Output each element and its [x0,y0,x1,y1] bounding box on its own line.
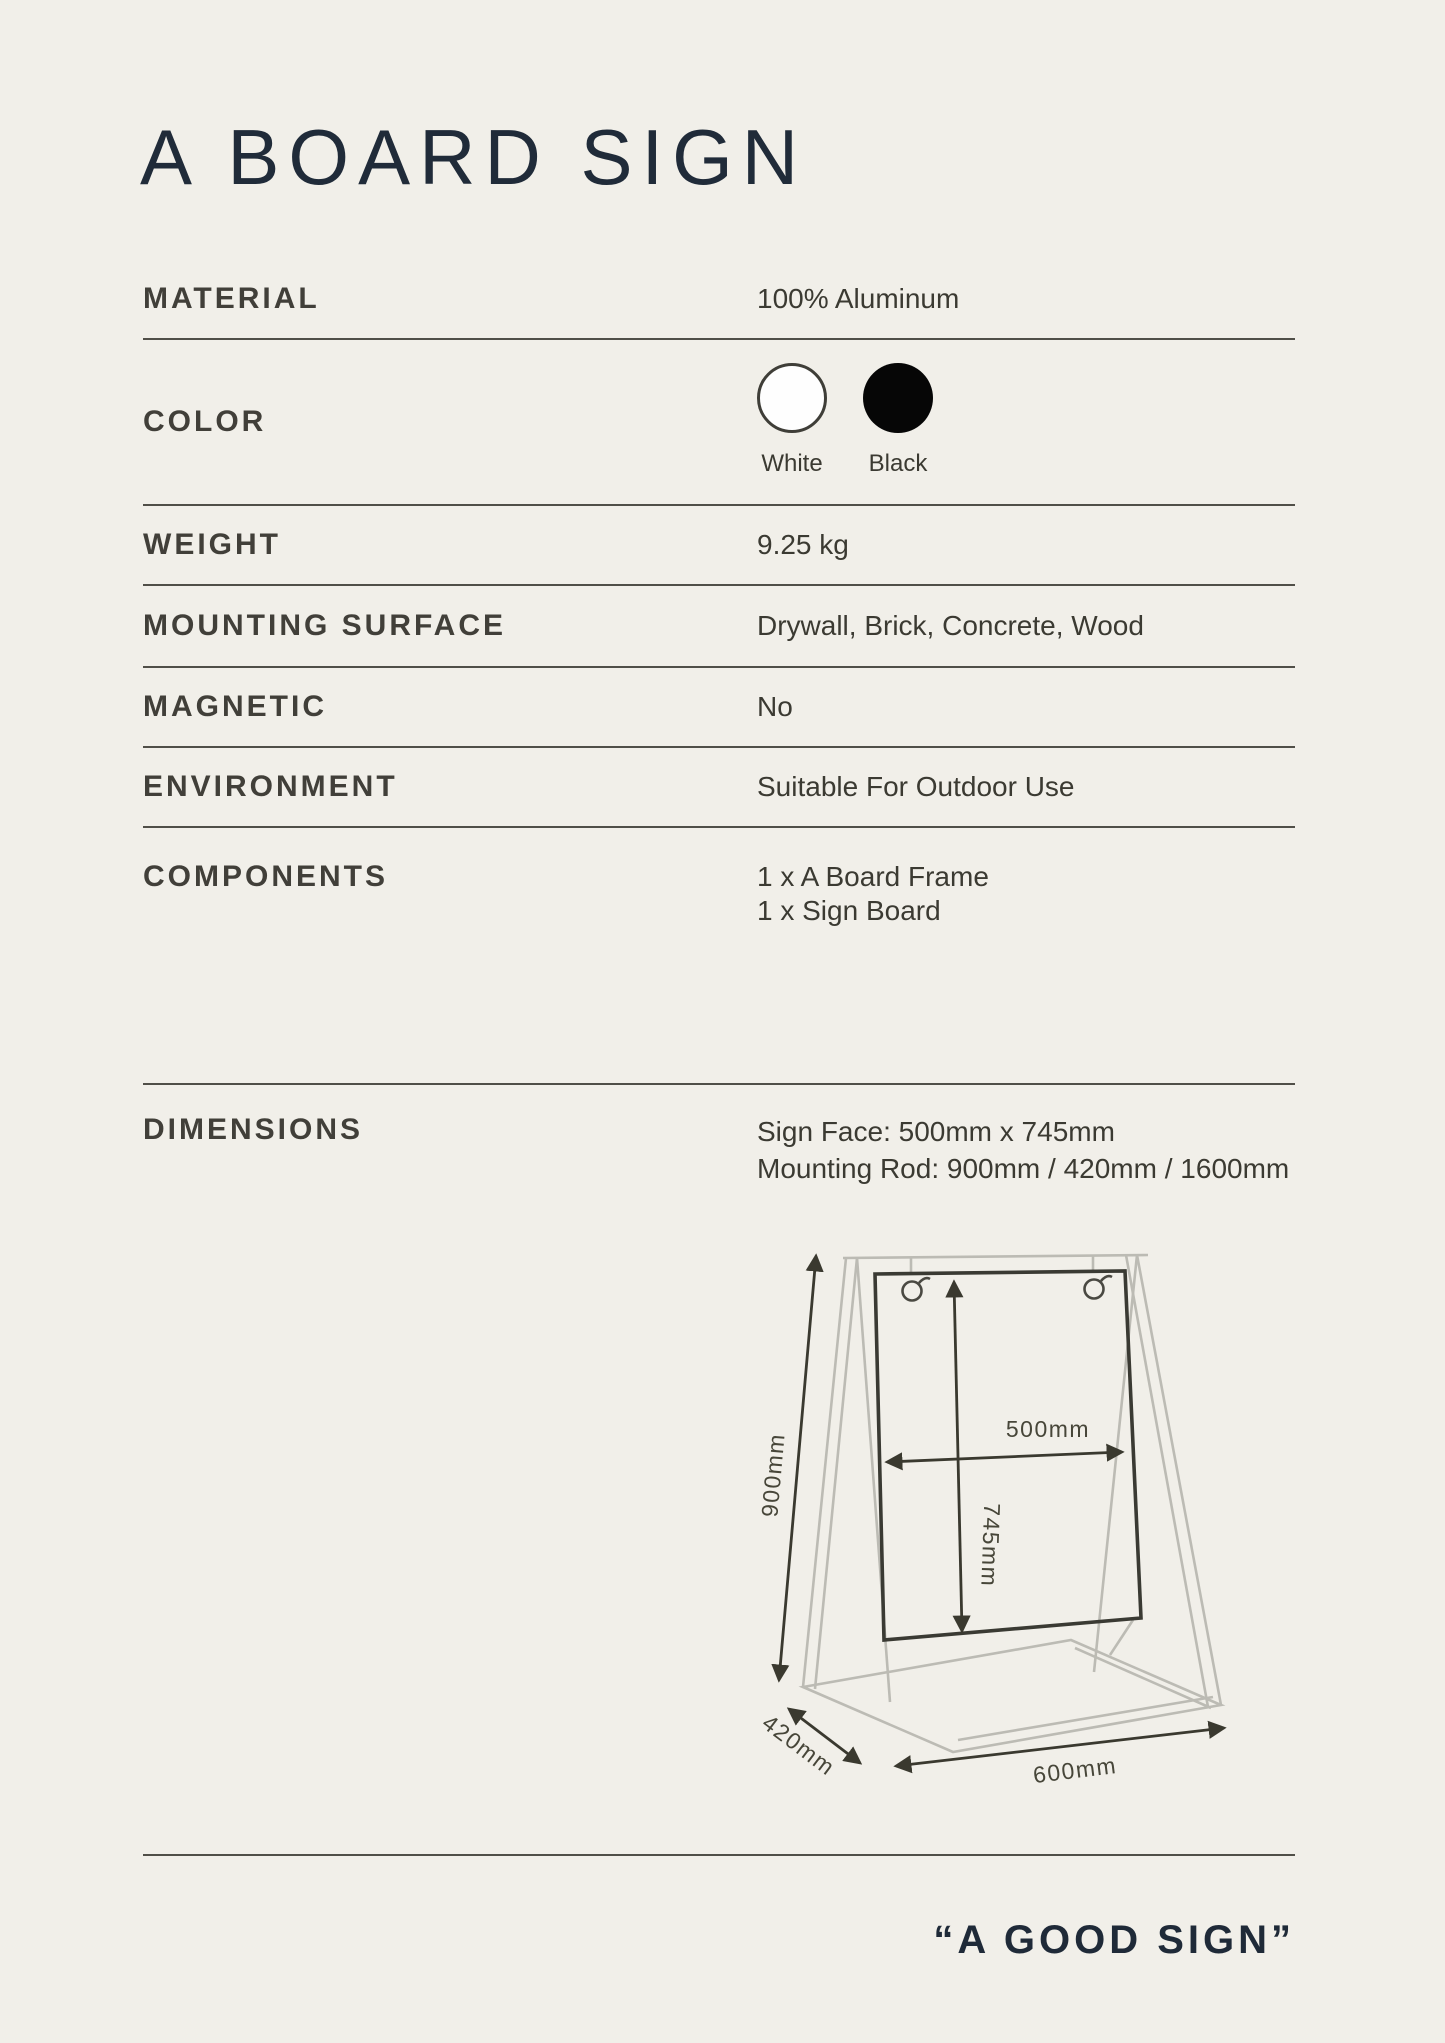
white-color-dot [757,363,827,433]
component-line: 1 x Sign Board [757,895,941,926]
spec-label: ENVIRONMENT [143,770,398,803]
spec-row-mounting-surface [143,586,1295,668]
grommet-icon [1085,1280,1104,1299]
black-color-dot [863,363,933,433]
diagram-face-height-label: 745mm [976,1502,1006,1588]
grommet-icon [903,1282,922,1301]
spec-row-components [143,828,1295,1082]
a-board-diagram [753,1240,1318,1800]
dimensions-values [757,1113,1289,1187]
dimension-line: Sign Face: 500mm x 745mm [757,1116,1115,1147]
spec-value: Drywall, Brick, Concrete, Wood [757,610,1144,641]
frame-outline [803,1255,1221,1752]
diagram-width-label: 600mm [1031,1751,1119,1789]
spec-table [143,260,1295,1082]
bottom-divider [143,1854,1295,1856]
spec-value: 100% Aluminum [757,283,960,314]
components-list [757,860,989,928]
diagram-face-width-label: 500mm [1005,1416,1091,1442]
spec-value: 9.25 kg [757,529,849,560]
grommet-curl-icon [919,1278,930,1283]
tagline-quote: “A GOOD SIGN” [933,1918,1295,1962]
dimension-line: Mounting Rod: 900mm / 420mm / 1600mm [757,1153,1290,1184]
spec-label: MOUNTING SURFACE [143,609,506,642]
swatch-label: Black [868,450,928,477]
page-title: A BOARD SIGN [140,113,808,201]
color-swatches [757,363,933,481]
swatch-white [757,363,827,481]
spec-row-weight [143,506,1295,586]
diagram-height-label: 900mm [756,1431,790,1519]
spec-value: No [757,691,793,722]
spec-row-environment [143,748,1295,828]
spec-label: COMPONENTS [143,860,389,893]
grommet-curl-icon [1101,1276,1112,1281]
spec-value: Suitable For Outdoor Use [757,771,1075,802]
dimensions-section [143,1083,1295,1187]
diagram-depth-label: 420mm [757,1709,841,1781]
spec-label: DIMENSIONS [143,1113,364,1146]
swatch-black [863,363,933,481]
component-line: 1 x A Board Frame [757,861,989,892]
spec-label: MATERIAL [143,282,320,315]
spec-row-color [143,340,1295,506]
spec-row-material [143,260,1295,340]
spec-label: COLOR [143,405,267,438]
spec-label: WEIGHT [143,528,281,561]
spec-label: MAGNETIC [143,690,327,723]
spec-row-magnetic [143,668,1295,748]
swatch-label: White [761,450,823,477]
